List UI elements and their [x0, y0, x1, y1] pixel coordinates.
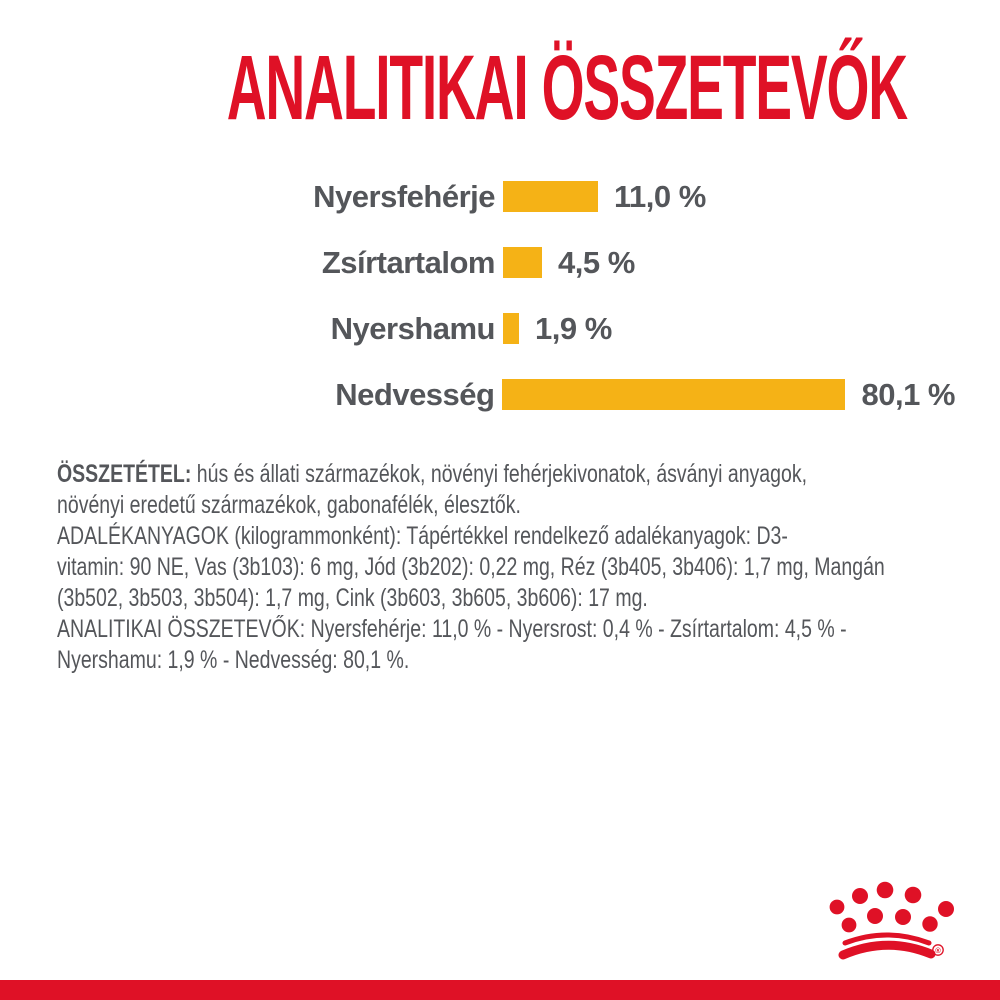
chart-category-label: Nyersfehérje	[313, 178, 495, 214]
legal-text-line: ANALITIKAI ÖSSZETEVŐK: Nyersfehérje: 11,0 % - Nyersrost: 0,4 % - Zsírtartalom: 4,5 % -	[57, 615, 847, 643]
chart-value-label: 1,9 %	[535, 310, 612, 346]
crown-dots	[830, 882, 954, 933]
page-title: ANALITIKAI ÖSSZETEVŐK	[226, 37, 907, 139]
chart-bar	[503, 313, 519, 344]
chart-row	[55, 310, 955, 346]
bottom-accent-strip	[0, 980, 1000, 1000]
svg-text:®: ®	[935, 946, 941, 956]
page-title-wrap	[0, 37, 1000, 139]
crown-arcs	[843, 935, 931, 955]
royal-canin-crown-logo	[828, 880, 978, 975]
chart-category-label: Zsírtartalom	[321, 244, 495, 280]
analytical-constituents-chart	[55, 178, 955, 445]
legal-bold-prefix: ÖSSZETÉTEL:	[57, 460, 192, 488]
legal-text-line: ADALÉKANYAGOK (kilogrammonként): Tápértékkel rendelkező adalékanyagok: D3-	[57, 522, 788, 550]
chart-row	[55, 178, 955, 214]
legal-text-line: (3b502, 3b503, 3b504): 1,7 mg, Cink (3b603, 3b605, 3b606): 17 mg.	[57, 584, 648, 612]
chart-row	[55, 244, 955, 280]
chart-bar	[503, 181, 598, 212]
chart-row	[55, 376, 955, 412]
legal-text-line: ÖSSZETÉTEL: hús és állati származékok, növényi fehérjekivonatok, ásványi anyagok,	[57, 460, 808, 488]
chart-value-label: 11,0 %	[614, 178, 706, 214]
chart-category-label: Nedvesség	[335, 376, 495, 412]
chart-bar	[502, 379, 845, 410]
legal-text-line: növényi eredetű származékok, gabonafélék, élesztők.	[57, 491, 521, 519]
chart-value-label: 80,1 %	[861, 376, 955, 412]
legal-text-line: Nyershamu: 1,9 % - Nedvesség: 80,1 %.	[57, 646, 410, 674]
chart-bar	[503, 247, 542, 278]
registered-trademark-icon	[933, 945, 943, 955]
composition-legal-text	[57, 459, 885, 676]
chart-value-label: 4,5 %	[558, 244, 635, 280]
legal-text-line: vitamin: 90 NE, Vas (3b103): 6 mg, Jód (3b202): 0,22 mg, Réz (3b405, 3b406): 1,7 mg, Mangán	[57, 553, 885, 581]
chart-category-label: Nyershamu	[330, 310, 495, 346]
